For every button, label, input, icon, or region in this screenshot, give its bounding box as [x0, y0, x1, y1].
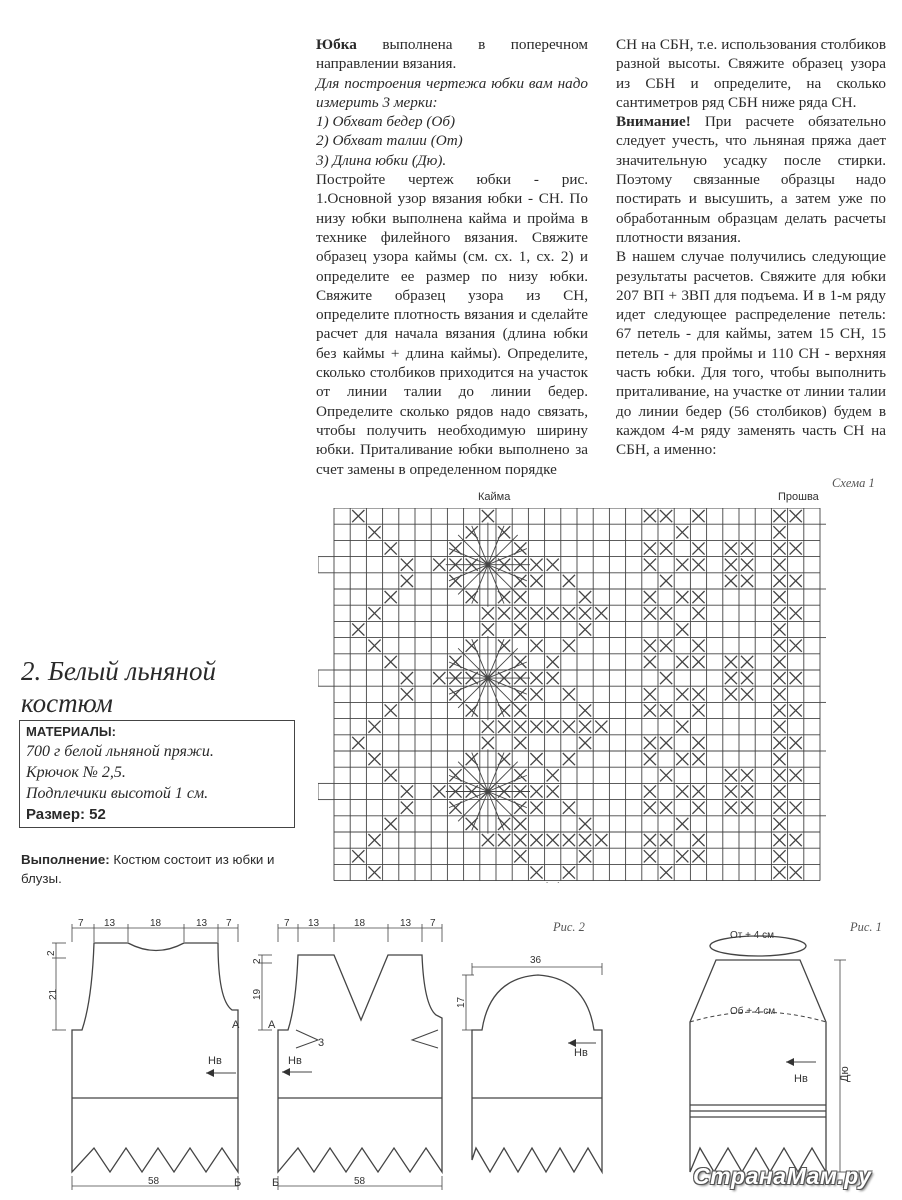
execution-label: Выполнение: — [21, 852, 110, 867]
front-top-dim: 7 — [430, 918, 436, 929]
front-bottom-dim: 58 — [354, 1176, 366, 1187]
front-h2-dim: 19 — [252, 988, 263, 1000]
skirt-instructions: Постройте чертеж юбки - рис. 1.Основной узор вязания юбки - СН. По низу юбки выполнена кайма и пройма в технике филейного вязания. Свяжите образец узора каймы (см. сх. 1, сх. 2) и определите ее размер по низу юбки. Свяжите образец узора из СН, определите плотность вязания и сделайте расчет для начала вязания (длина юбки без каймы + длина каймы). Определите, сколько столбиков приходится на участок от линии талии до линии бедер. Определите сколько рядов надо связать, чтобы получить необходимую ширину юбки. Приталивание юбки выполнено за счет замены в определенном порядке — [316, 171, 588, 478]
measure-2: 2) Обхват талии (От) — [316, 132, 463, 150]
front-dart-dim: 3 — [318, 1037, 325, 1049]
sleeve-top-dim: 36 — [530, 955, 542, 966]
measure-1: 1) Обхват бедер (Об) — [316, 113, 456, 131]
sleeve-pattern — [456, 955, 602, 1172]
material-item: 700 г белой льняной пряжи. — [26, 743, 214, 760]
material-item: Подплечики высотой 1 см. — [26, 785, 209, 802]
back-top-dim: 7 — [78, 918, 84, 929]
back-h1-dim: 2 — [46, 950, 57, 956]
material-item: Крючок № 2,5. — [26, 764, 126, 781]
size-label: Размер: 52 — [26, 806, 106, 823]
measure-3: 3) Длина юбки (Дю). — [316, 151, 447, 169]
front-direction-arrow: Нв — [288, 1055, 302, 1067]
back-top-dim: 13 — [104, 918, 116, 929]
schema-label-insert: Прошва — [778, 491, 819, 503]
front-top-dim: 13 — [308, 918, 320, 929]
execution-body: Костюм состоит из юбки и блузы. — [21, 852, 275, 886]
back-h2-dim: 21 — [48, 988, 59, 1000]
back-point-b: Б — [234, 1177, 242, 1189]
front-point-a: А — [268, 1019, 276, 1031]
front-point-b: Б — [272, 1177, 280, 1189]
front-h1-dim: 2 — [252, 958, 263, 964]
execution-text — [21, 850, 303, 888]
text-column-2 — [616, 35, 886, 460]
skirt-intro: выполнена в поперечном направлении вязания. — [316, 36, 588, 73]
front-pattern — [252, 918, 442, 1190]
para-results: В нашем случае получились следующие результаты расчетов. Свяжите для юбки 207 ВП + 3ВП для подъема. И в 1-м ряду идет следующее распределение петель: 67 петель - для каймы, затем 15 СН, 15 петель - для проймы и 110 СН - верхняя часть юбки. Для того, чтобы выполнить приталивание, на участке от линии талии до линии бедер (56 столбиков) будем в каждом 4-м ряду заменять часть СН на СБН, а именно: — [616, 248, 886, 459]
back-pattern — [46, 918, 241, 1190]
sleeve-direction-arrow: Нв — [574, 1047, 588, 1059]
back-top-dim: 7 — [226, 918, 232, 929]
attention-label: Внимание! — [616, 113, 691, 131]
skirt-direction-arrow: Нв — [794, 1073, 808, 1085]
back-top-dim: 18 — [150, 918, 162, 929]
crochet-chart — [318, 508, 838, 883]
front-top-dim: 7 — [284, 918, 290, 929]
back-bottom-dim: 58 — [148, 1176, 160, 1187]
back-point-a: А — [232, 1019, 240, 1031]
skirt-length-label: Дю — [839, 1066, 851, 1082]
para-sbn: СН на СБН, т.е. использования столбиков разной высоты. Свяжите образец узора из СБН и определите, на сколько сантиметров ряд СБН ниже ряда СН. — [616, 36, 886, 111]
skirt-heading: Юбка — [316, 36, 357, 53]
back-top-dim: 13 — [196, 918, 208, 929]
materials-box — [19, 720, 295, 828]
skirt-hip-label: Об + 4 см — [730, 1006, 776, 1017]
text-column-1 — [316, 35, 588, 479]
measure-intro: Для построения чертежа юбки вам надо измерить 3 мерки: — [316, 74, 588, 111]
front-top-dim: 13 — [400, 918, 412, 929]
attention-text: При расчете обязательно следует учесть, что льняная пряжа дает значительную усадку после стирки. Поэтому связанные образцы надо постирать и высушить, а затем уже по обработанным образцам делать расчеты плотности вязания. — [616, 113, 886, 246]
front-top-dim: 18 — [354, 918, 366, 929]
sleeve-h-dim: 17 — [456, 996, 467, 1008]
schema-label-border: Кайма — [478, 491, 511, 503]
skirt-pattern — [690, 930, 851, 1172]
skirt-waist-label: От + 4 см — [730, 930, 774, 941]
schema-caption: Схема 1 — [832, 476, 875, 490]
back-direction-arrow: Нв — [208, 1055, 222, 1067]
pattern-drawings — [0, 910, 902, 1200]
section-title: 2. Белый льняной костюм — [21, 656, 216, 718]
site-watermark: СтранаМам.ру — [693, 1163, 872, 1189]
fig2-caption: Рис. 2 — [553, 920, 585, 934]
materials-heading: МАТЕРИАЛЫ: — [26, 724, 116, 739]
fig1-caption: Рис. 1 — [850, 920, 882, 934]
